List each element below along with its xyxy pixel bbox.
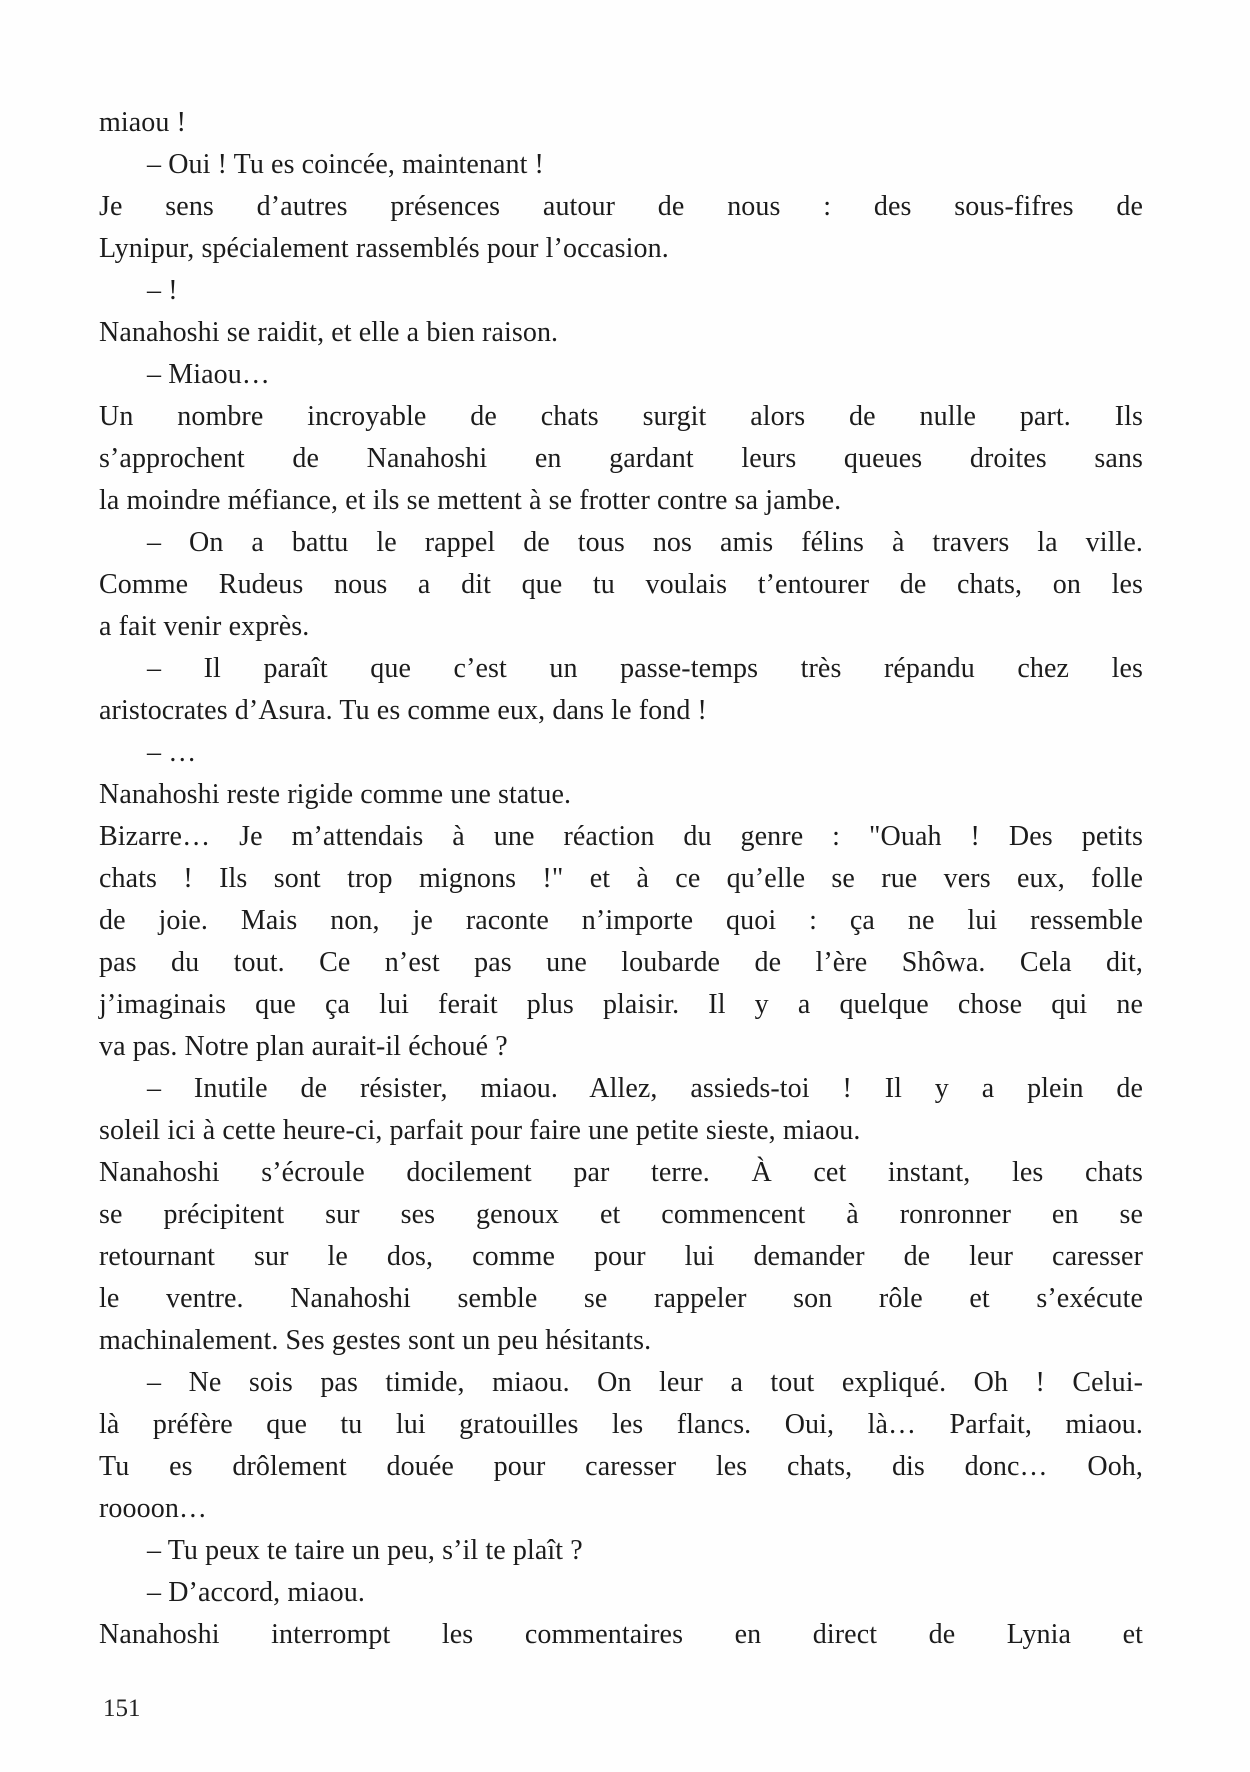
text-line: Je sens d’autres présences autour de nous : des sous-fifres de	[99, 191, 1143, 222]
text-line: Tu es drôlement douée pour caresser les chats, dis donc… Ooh,	[99, 1451, 1143, 1482]
text-line: – Inutile de résister, miaou. Allez, assieds-toi ! Il y a plein de	[147, 1073, 1143, 1104]
text-line: j’imaginais que ça lui ferait plus plaisir. Il y a quelque chose qui ne	[99, 989, 1143, 1020]
text-line: – D’accord, miaou.	[147, 1577, 365, 1608]
text-line: Un nombre incroyable de chats surgit alors de nulle part. Ils	[99, 401, 1143, 432]
text-line: Nanahoshi se raidit, et elle a bien raison.	[99, 317, 559, 348]
text-line: – !	[147, 275, 178, 306]
text-line: retournant sur le dos, comme pour lui demander de leur caresser	[99, 1241, 1143, 1272]
text-line: soleil ici à cette heure-ci, parfait pour faire une petite sieste, miaou.	[99, 1115, 861, 1146]
text-line: s’approchent de Nanahoshi en gardant leurs queues droites sans	[99, 443, 1143, 474]
text-line: va pas. Notre plan aurait-il échoué ?	[99, 1031, 508, 1062]
text-line: – …	[147, 737, 197, 768]
text-line: là préfère que tu lui gratouilles les flancs. Oui, là… Parfait, miaou.	[99, 1409, 1143, 1440]
text-line: – Miaou…	[147, 359, 270, 390]
text-line: – Ne sois pas timide, miaou. On leur a tout expliqué. Oh ! Celui-	[147, 1367, 1143, 1398]
text-line: de joie. Mais non, je raconte n’importe quoi : ça ne lui ressemble	[99, 905, 1143, 936]
text-line: roooon…	[99, 1493, 208, 1524]
text-line: Lynipur, spécialement rassemblés pour l’occasion.	[99, 233, 669, 264]
text-line: machinalement. Ses gestes sont un peu hésitants.	[99, 1325, 652, 1356]
page-text-block	[99, 102, 1143, 1656]
text-line: chats ! Ils sont trop mignons !" et à ce qu’elle se rue vers eux, folle	[99, 863, 1143, 894]
text-line: aristocrates d’Asura. Tu es comme eux, dans le fond !	[99, 695, 707, 726]
text-line: – Tu peux te taire un peu, s’il te plaît ?	[147, 1535, 583, 1566]
text-line: Nanahoshi s’écroule docilement par terre. À cet instant, les chats	[99, 1157, 1143, 1188]
text-line: a fait venir exprès.	[99, 611, 310, 642]
text-line: – Oui ! Tu es coincée, maintenant !	[147, 149, 544, 180]
text-line: pas du tout. Ce n’est pas une loubarde de l’ère Shôwa. Cela dit,	[99, 947, 1143, 978]
text-line: miaou !	[99, 107, 187, 138]
text-line: Bizarre… Je m’attendais à une réaction du genre : "Ouah ! Des petits	[99, 821, 1143, 852]
text-line: le ventre. Nanahoshi semble se rappeler son rôle et s’exécute	[99, 1283, 1143, 1314]
text-line: la moindre méfiance, et ils se mettent à se frotter contre sa jambe.	[99, 485, 842, 516]
text-line: Nanahoshi reste rigide comme une statue.	[99, 779, 572, 810]
text-line: Nanahoshi interrompt les commentaires en direct de Lynia et	[99, 1619, 1143, 1650]
page-number: 151	[103, 1695, 141, 1722]
text-line: – Il paraît que c’est un passe-temps très répandu chez les	[147, 653, 1143, 684]
text-line: – On a battu le rappel de tous nos amis félins à travers la ville.	[147, 527, 1143, 558]
text-line: Comme Rudeus nous a dit que tu voulais t’entourer de chats, on les	[99, 569, 1143, 600]
text-line: se précipitent sur ses genoux et commencent à ronronner en se	[99, 1199, 1143, 1230]
